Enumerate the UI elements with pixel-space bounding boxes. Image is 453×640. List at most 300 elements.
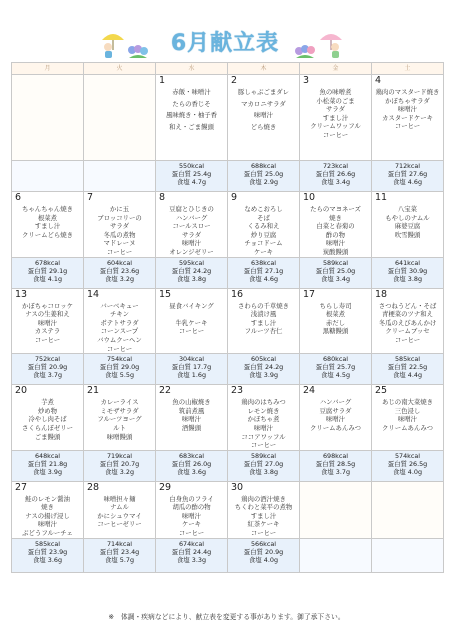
empty-day-cell bbox=[300, 481, 372, 538]
salt-value: 食塩 3.4g bbox=[320, 178, 351, 186]
protein-value: 蛋白質 27.6g bbox=[387, 170, 428, 178]
nutrition-box bbox=[156, 451, 227, 476]
nutrition-box bbox=[84, 354, 155, 379]
calories-value: 589kcal bbox=[322, 258, 349, 267]
menu-item: ナスの生姜和え bbox=[25, 310, 70, 319]
menu-item: 魚の味噌煮 bbox=[319, 88, 352, 96]
nutrition-box bbox=[372, 258, 443, 283]
nutrition-cell bbox=[156, 450, 228, 481]
weekday-friday: 金 bbox=[300, 63, 372, 75]
day-number: 6 bbox=[15, 192, 22, 203]
salt-value: 食塩 3.9g bbox=[248, 371, 279, 380]
nutrition-cell bbox=[300, 257, 372, 288]
weekday-tuesday: 火 bbox=[84, 63, 156, 75]
day-cell bbox=[228, 385, 300, 451]
menu-item: バーベキュー bbox=[100, 301, 139, 310]
nutrition-box bbox=[156, 161, 227, 186]
menu-list bbox=[84, 302, 155, 354]
day-cell bbox=[228, 288, 300, 354]
salt-value: 食塩 4.0g bbox=[248, 555, 279, 564]
menu-item: コーヒーゼリー bbox=[97, 520, 142, 529]
menu-item: 味噌汁 bbox=[181, 511, 202, 520]
menu-item: 冬瓜のえびあんかけ bbox=[378, 318, 437, 327]
menu-item: クリームブッセ bbox=[385, 327, 430, 336]
menu-item: そば bbox=[257, 213, 270, 222]
menu-item: ミモザサラダ bbox=[100, 406, 139, 415]
weekday-saturday: 土 bbox=[372, 63, 444, 75]
menu-item: ちくわと菜平の煮物 bbox=[234, 503, 293, 512]
menu-item: 炒め物 bbox=[37, 406, 58, 415]
nutrition-cell bbox=[300, 161, 372, 192]
header bbox=[0, 0, 453, 62]
weekday-wednesday: 水 bbox=[156, 63, 228, 75]
menu-item: フルーツ杏仁 bbox=[244, 327, 283, 336]
nutrition-cell bbox=[300, 354, 372, 385]
menu-item: 麻婆豆腐 bbox=[394, 222, 421, 231]
day-number: 4 bbox=[375, 75, 382, 86]
day-cell bbox=[84, 385, 156, 451]
day-cell bbox=[372, 192, 444, 258]
nutrition-box bbox=[300, 354, 371, 379]
menu-item: さくらんぼゼリー bbox=[21, 423, 74, 432]
menu-item: ごま饅頭 bbox=[34, 432, 61, 441]
calories-value: 674kcal bbox=[178, 539, 205, 548]
menu-item: ココアワッフル bbox=[241, 432, 286, 441]
salt-value: 食塩 4.0g bbox=[392, 467, 423, 476]
day-cell bbox=[84, 192, 156, 258]
calories-value: 714kcal bbox=[106, 539, 133, 548]
nutrition-box bbox=[12, 258, 83, 283]
calories-value: 688kcal bbox=[250, 162, 277, 170]
menu-list bbox=[156, 88, 227, 131]
nutrition-cell bbox=[12, 450, 84, 481]
nutrition-box bbox=[156, 258, 227, 283]
calories-value: 754kcal bbox=[106, 355, 133, 364]
nutrition-box bbox=[372, 161, 443, 186]
menu-list bbox=[156, 495, 227, 538]
day-number: 27 bbox=[15, 481, 28, 493]
menu-list bbox=[300, 205, 371, 257]
day-cell bbox=[156, 385, 228, 451]
day-cell bbox=[372, 288, 444, 354]
protein-value: 蛋白質 20.7g bbox=[99, 459, 140, 468]
salt-value: 食塩 3.4g bbox=[320, 274, 351, 283]
nutrition-cell bbox=[156, 354, 228, 385]
day-cell bbox=[156, 288, 228, 354]
menu-item: 鮭のレモン醤油 bbox=[25, 494, 70, 503]
salt-value: 食塩 3.9g bbox=[32, 467, 63, 476]
menu-list bbox=[372, 205, 443, 239]
menu-item: 根菜煮 bbox=[325, 310, 346, 319]
nutrition-box bbox=[156, 354, 227, 379]
menu-list bbox=[84, 495, 155, 529]
menu-item bbox=[156, 310, 227, 319]
protein-value: 蛋白質 17.7g bbox=[171, 363, 212, 372]
day-number: 25 bbox=[375, 385, 388, 397]
protein-value: 蛋白質 30.9g bbox=[387, 266, 428, 275]
menu-list bbox=[372, 88, 443, 131]
menu-item: すまし汁 bbox=[34, 222, 61, 231]
menu-item: チキン bbox=[109, 310, 130, 319]
protein-value: 蛋白質 23.9g bbox=[27, 547, 68, 556]
protein-value: 蛋白質 28.5g bbox=[315, 459, 356, 468]
menu-item: 冬瓜の煮物 bbox=[103, 230, 136, 239]
menu-list bbox=[156, 398, 227, 432]
menu-item: 焼き bbox=[329, 213, 342, 222]
menu-item: 紅茶ケーキ bbox=[247, 520, 280, 529]
menu-item: 味噌汁 bbox=[397, 415, 418, 424]
nutrition-cell bbox=[300, 450, 372, 481]
menu-item: ケーキ bbox=[253, 247, 274, 256]
day-number: 2 bbox=[231, 75, 238, 86]
nutrition-box bbox=[228, 451, 299, 476]
salt-value: 食塩 4.6g bbox=[248, 274, 279, 283]
menu-item: ハンバーグ bbox=[319, 398, 352, 407]
protein-value: 蛋白質 29.1g bbox=[27, 266, 68, 275]
empty-nutrition-cell bbox=[300, 538, 372, 572]
umbrella-girl-right-icon bbox=[318, 30, 344, 60]
calories-value: 304kcal bbox=[178, 355, 205, 364]
menu-list bbox=[228, 398, 299, 450]
day-number: 10 bbox=[303, 192, 316, 203]
nutrition-cell bbox=[12, 257, 84, 288]
menu-item: どら焼き bbox=[250, 122, 277, 131]
menu-item: 味噌汁 bbox=[397, 105, 418, 114]
menu-item: ぶどうフルーチェ bbox=[22, 529, 73, 538]
menu-item: コーヒー bbox=[250, 529, 277, 538]
day-cell bbox=[156, 481, 228, 538]
day-cell bbox=[84, 481, 156, 538]
day-cell bbox=[228, 75, 300, 161]
menu-calendar bbox=[11, 62, 444, 573]
empty-nutrition-cell bbox=[84, 161, 156, 192]
nutrition-box bbox=[12, 451, 83, 476]
menu-item: さわらの千草焼き bbox=[237, 301, 290, 310]
menu-item: 根菜煮 bbox=[37, 213, 58, 222]
salt-value: 食塩 4.7g bbox=[176, 178, 207, 186]
protein-value: 蛋白質 29.0g bbox=[99, 363, 140, 372]
menu-item: たらの香じそ bbox=[172, 99, 211, 108]
menu-item: 風味焼き・柚子香 bbox=[165, 111, 218, 120]
empty-nutrition-cell bbox=[12, 161, 84, 192]
menu-item: 胡瓜の酢の物 bbox=[172, 503, 211, 512]
menu-item: 豆腐サラダ bbox=[319, 406, 352, 415]
salt-value: 食塩 4.5g bbox=[320, 371, 351, 380]
day-number: 24 bbox=[303, 385, 316, 397]
day-cell bbox=[84, 288, 156, 354]
salt-value: 食塩 3.8g bbox=[248, 467, 279, 476]
nutrition-cell bbox=[156, 161, 228, 192]
menu-list bbox=[156, 302, 227, 336]
calories-value: 589kcal bbox=[250, 451, 277, 460]
day-number: 29 bbox=[159, 481, 172, 493]
day-cell bbox=[12, 192, 84, 258]
menu-list bbox=[12, 205, 83, 239]
menu-item: すまし汁 bbox=[322, 113, 349, 122]
day-cell bbox=[156, 75, 228, 161]
day-number: 7 bbox=[87, 192, 94, 203]
menu-row-week-2 bbox=[12, 192, 444, 258]
menu-item: ちらし寿司 bbox=[319, 301, 352, 310]
menu-item: コーヒー bbox=[34, 335, 61, 344]
nutrition-cell bbox=[84, 538, 156, 572]
nutrition-cell bbox=[228, 354, 300, 385]
calories-value: 585kcal bbox=[394, 355, 421, 364]
nutrition-cell bbox=[12, 354, 84, 385]
day-cell bbox=[228, 192, 300, 258]
menu-item: 芋煮 bbox=[41, 398, 54, 407]
weekday-monday: 月 bbox=[12, 63, 84, 75]
menu-item: 味噌饅頭 bbox=[106, 432, 133, 441]
menu-item: 三色浸し bbox=[394, 406, 421, 415]
salt-value: 食塩 4.4g bbox=[392, 371, 423, 380]
nutrition-cell bbox=[156, 538, 228, 572]
nutrition-box bbox=[372, 451, 443, 476]
salt-value: 食塩 3.8g bbox=[392, 274, 423, 283]
menu-item: たらのマヨネーズ bbox=[310, 205, 361, 213]
nutrition-row-week-4 bbox=[12, 450, 444, 481]
menu-item: ナスの揚げ浸し bbox=[25, 511, 70, 520]
day-cell bbox=[156, 192, 228, 258]
calories-value: 638kcal bbox=[250, 258, 277, 267]
day-number: 28 bbox=[87, 481, 100, 493]
nutrition-box bbox=[300, 258, 371, 283]
menu-item: オレンジゼリー bbox=[169, 247, 214, 256]
menu-item: 青梗菜のツナ和え bbox=[382, 310, 433, 319]
day-number: 16 bbox=[231, 288, 244, 300]
salt-value: 食塩 5.7g bbox=[104, 555, 135, 564]
nutrition-box bbox=[228, 161, 299, 186]
nutrition-cell bbox=[12, 538, 84, 572]
salt-value: 食塩 3.6g bbox=[32, 555, 63, 564]
menu-item: 炭酸饅頭 bbox=[322, 247, 349, 256]
nutrition-cell bbox=[372, 161, 444, 192]
empty-day-cell bbox=[372, 481, 444, 538]
calories-value: 683kcal bbox=[178, 451, 205, 460]
nutrition-box bbox=[300, 451, 371, 476]
nutrition-cell bbox=[228, 450, 300, 481]
day-cell bbox=[12, 288, 84, 354]
day-number: 11 bbox=[375, 192, 388, 203]
menu-item: かにシュウマイ bbox=[97, 511, 142, 520]
calories-value: 712kcal bbox=[394, 162, 421, 170]
menu-list bbox=[300, 88, 371, 140]
protein-value: 蛋白質 21.8g bbox=[27, 459, 68, 468]
menu-item: 味噌汁 bbox=[37, 520, 58, 529]
protein-value: 蛋白質 27.1g bbox=[243, 266, 284, 275]
menu-item: 焼き bbox=[41, 503, 54, 512]
menu-item: コーヒー bbox=[250, 441, 277, 450]
menu-item: 小松菜のごま bbox=[316, 96, 355, 105]
nutrition-box bbox=[228, 354, 299, 379]
menu-list bbox=[84, 398, 155, 441]
nutrition-box bbox=[156, 539, 227, 564]
day-number: 8 bbox=[159, 192, 166, 203]
menu-list bbox=[12, 398, 83, 441]
menu-row-week-5 bbox=[12, 481, 444, 538]
menu-item: 浅漬け風 bbox=[250, 310, 277, 319]
day-number: 17 bbox=[303, 288, 316, 300]
protein-value: 蛋白質 25.0g bbox=[243, 170, 284, 178]
footnote: ※ 体調・疾病などにより、献立表を変更する事があります。御了承下さい。 bbox=[108, 613, 345, 621]
menu-item: なめこおろし bbox=[244, 205, 283, 213]
nutrition-cell bbox=[84, 450, 156, 481]
nutrition-box bbox=[12, 354, 83, 379]
menu-list bbox=[12, 495, 83, 538]
menu-item: 味噌汁 bbox=[325, 239, 346, 248]
nutrition-cell bbox=[372, 257, 444, 288]
menu-item: ポテトサラダ bbox=[100, 318, 139, 327]
menu-list bbox=[84, 205, 155, 257]
menu-item: 鶏肉のはちみつ bbox=[241, 398, 286, 407]
protein-value: 蛋白質 23.4g bbox=[99, 547, 140, 556]
menu-item: クリームあんみつ bbox=[382, 423, 433, 432]
menu-item: サラダ bbox=[181, 230, 202, 239]
menu-item: 鶏肉のマスタード焼き bbox=[375, 88, 440, 96]
protein-value: 蛋白質 27.0g bbox=[243, 459, 284, 468]
menu-item: ハンバーグ bbox=[175, 213, 208, 222]
salt-value: 食塩 4.1g bbox=[32, 274, 63, 283]
menu-item: コーヒー bbox=[322, 130, 349, 139]
menu-item: 酢の物 bbox=[325, 230, 346, 239]
nutrition-cell bbox=[372, 450, 444, 481]
protein-value: 蛋白質 22.5g bbox=[387, 363, 428, 372]
day-cell bbox=[372, 75, 444, 161]
salt-value: 食塩 3.2g bbox=[104, 274, 135, 283]
menu-list bbox=[228, 302, 299, 336]
calories-value: 752kcal bbox=[34, 355, 61, 364]
menu-item: すまし汁 bbox=[250, 511, 277, 520]
nutrition-row-week-1 bbox=[12, 161, 444, 192]
menu-row-week-3 bbox=[12, 288, 444, 354]
menu-list bbox=[228, 205, 299, 257]
salt-value: 食塩 4.6g bbox=[392, 178, 423, 186]
calories-value: 723kcal bbox=[322, 162, 349, 170]
nutrition-cell bbox=[228, 161, 300, 192]
menu-item: バウムクーヘン bbox=[97, 335, 142, 344]
menu-item: 牛乳ケーキ bbox=[175, 318, 208, 327]
day-number: 30 bbox=[231, 481, 244, 493]
menu-item: ルト bbox=[113, 423, 126, 432]
menu-item: マドレーヌ bbox=[103, 239, 136, 248]
menu-item: カレーライス bbox=[100, 398, 139, 407]
menu-item: 味噌汁 bbox=[253, 423, 274, 432]
calories-value: 595kcal bbox=[178, 258, 205, 267]
calories-value: 678kcal bbox=[34, 258, 61, 267]
nutrition-cell bbox=[228, 257, 300, 288]
day-cell bbox=[300, 192, 372, 258]
flower-left-icon bbox=[127, 44, 149, 60]
nutrition-cell bbox=[84, 257, 156, 288]
salt-value: 食塩 3.3g bbox=[176, 555, 207, 564]
calories-value: 605kcal bbox=[250, 355, 277, 364]
protein-value: 蛋白質 24.2g bbox=[171, 266, 212, 275]
day-cell bbox=[372, 385, 444, 451]
nutrition-cell bbox=[156, 257, 228, 288]
protein-value: 蛋白質 20.9g bbox=[243, 547, 284, 556]
menu-item: 酒饅頭 bbox=[181, 423, 202, 432]
salt-value: 食塩 5.5g bbox=[104, 371, 135, 380]
calories-value: 550kcal bbox=[178, 162, 205, 170]
menu-item: 八宝菜 bbox=[397, 205, 418, 213]
salt-value: 食塩 1.6g bbox=[176, 371, 207, 380]
nutrition-cell bbox=[228, 538, 300, 572]
salt-value: 食塩 3.2g bbox=[104, 467, 135, 476]
menu-item: かに玉 bbox=[109, 205, 130, 213]
menu-row-week-4 bbox=[12, 385, 444, 451]
menu-list bbox=[228, 88, 299, 131]
menu-list bbox=[300, 398, 371, 432]
menu-item: コーヒー bbox=[394, 122, 421, 131]
menu-item: フルーツヨーグ bbox=[97, 415, 142, 424]
weekday-thursday: 木 bbox=[228, 63, 300, 75]
protein-value: 蛋白質 26.5g bbox=[387, 459, 428, 468]
empty-day-cell bbox=[12, 75, 84, 161]
menu-item: サラダ bbox=[109, 222, 130, 231]
menu-item: コーヒー bbox=[106, 344, 133, 353]
day-cell bbox=[300, 385, 372, 451]
menu-item: 吹雪饅頭 bbox=[394, 230, 421, 239]
calories-value: 574kcal bbox=[394, 451, 421, 460]
calories-value: 648kcal bbox=[34, 451, 61, 460]
calories-value: 585kcal bbox=[34, 539, 61, 548]
day-cell bbox=[12, 385, 84, 451]
day-number: 22 bbox=[159, 385, 172, 397]
menu-item: 昼食バイキング bbox=[169, 301, 214, 310]
nutrition-row-week-5 bbox=[12, 538, 444, 572]
protein-value: 蛋白質 25.0g bbox=[315, 266, 356, 275]
protein-value: 蛋白質 26.6g bbox=[315, 170, 356, 178]
menu-item: さつねうどん・そば bbox=[378, 301, 437, 310]
menu-item: コーヒー bbox=[178, 529, 205, 538]
nutrition-box bbox=[372, 354, 443, 379]
day-number: 23 bbox=[231, 385, 244, 397]
menu-item: すまし汁 bbox=[250, 318, 277, 327]
menu-item: 白身魚のフライ bbox=[169, 494, 214, 503]
day-number: 20 bbox=[15, 385, 28, 397]
day-cell bbox=[228, 481, 300, 538]
menu-item: 冷やし肉そば bbox=[28, 415, 67, 424]
menu-item: もやしのナムル bbox=[385, 213, 430, 222]
menu-item: かぼちゃコロッケ bbox=[22, 301, 73, 310]
calories-value: 698kcal bbox=[322, 451, 349, 460]
menu-list bbox=[156, 205, 227, 257]
menu-item: 赤だし bbox=[325, 318, 346, 327]
menu-row-week-1 bbox=[12, 75, 444, 161]
menu-item: クリームどら焼き bbox=[21, 230, 74, 239]
menu-item: 味噌汁 bbox=[253, 111, 274, 120]
nutrition-cell bbox=[84, 354, 156, 385]
menu-item: マカロニサラダ bbox=[241, 99, 286, 108]
day-number: 14 bbox=[87, 288, 100, 300]
empty-day-cell bbox=[84, 75, 156, 161]
menu-item: 鶏肉の酒汁焼き bbox=[241, 494, 286, 503]
day-cell bbox=[300, 75, 372, 161]
menu-item: 味噌汁 bbox=[181, 239, 202, 248]
menu-item: かぼちゃ煮 bbox=[247, 415, 280, 424]
menu-item: 炒り豆腐 bbox=[250, 230, 277, 239]
menu-item: ブロッコリーの bbox=[97, 213, 142, 222]
calories-value: 719kcal bbox=[106, 451, 133, 460]
salt-value: 食塩 3.6g bbox=[176, 467, 207, 476]
menu-list bbox=[228, 495, 299, 538]
day-number: 1 bbox=[159, 75, 166, 86]
salt-value: 食塩 3.7g bbox=[320, 467, 351, 476]
umbrella-boy-left-icon bbox=[100, 30, 126, 60]
calories-value: 680kcal bbox=[322, 355, 349, 364]
menu-item: 豆腐とひじきの bbox=[169, 205, 214, 213]
day-number: 9 bbox=[231, 192, 238, 203]
